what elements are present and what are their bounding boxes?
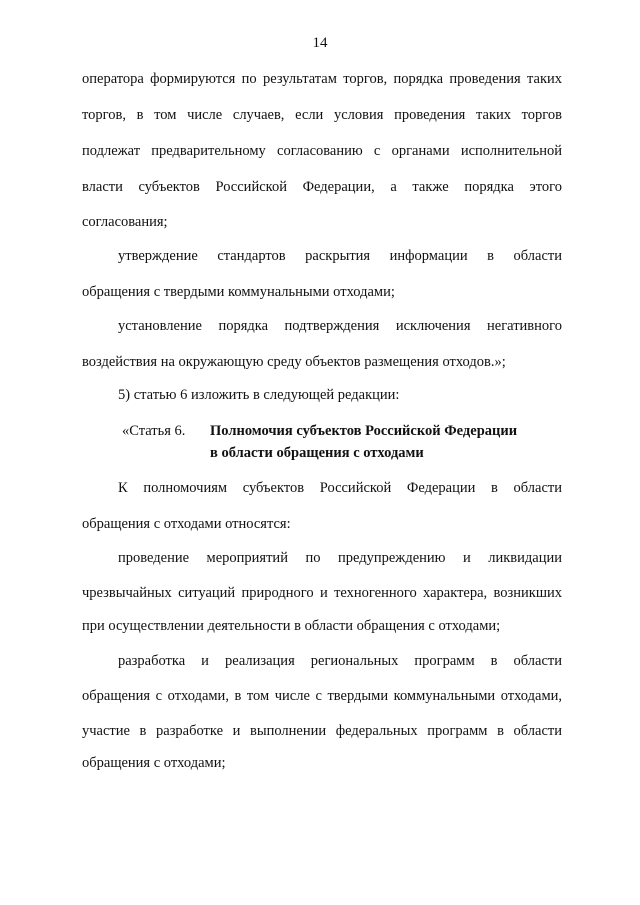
text-line: утверждение стандартов раскрытия информации в области	[118, 248, 562, 264]
text-line: власти субъектов Российской Федерации, а также порядка этого	[82, 179, 562, 195]
text-line: чрезвычайных ситуаций природного и техногенного характера, возникших	[82, 585, 562, 601]
text-line: обращения с твердыми коммунальными отходами;	[82, 284, 395, 300]
text-line: участие в разработке и выполнении федеральных программ в области	[82, 723, 562, 739]
article-title-line: Полномочия субъектов Российской Федерации	[210, 423, 518, 439]
text-line: обращения с отходами, в том числе с твердыми коммунальными отходами,	[82, 688, 562, 704]
text-line: проведение мероприятий по предупреждению и ликвидации	[118, 550, 562, 566]
text-line: установление порядка подтверждения исключения негативного	[118, 318, 562, 334]
text-line: при осуществлении деятельности в области обращения с отходами;	[82, 618, 501, 634]
page-number: 14	[312, 35, 328, 51]
text-line: оператора формируются по результатам торгов, порядка проведения таких	[82, 71, 562, 87]
text-line: разработка и реализация региональных программ в области	[118, 653, 562, 669]
text-line: торгов, в том числе случаев, если условия проведения таких торгов	[82, 107, 562, 123]
article-title	[210, 420, 517, 464]
text-line: К полномочиям субъектов Российской Федерации в области	[118, 480, 562, 496]
text-line: обращения с отходами;	[82, 755, 226, 771]
text-line: воздействия на окружающую среду объектов размещения отходов.»;	[82, 354, 506, 370]
text-line: 5) статью 6 изложить в следующей редакции:	[118, 387, 400, 403]
text-line: обращения с отходами относятся:	[82, 516, 291, 532]
article-label: «Статья 6.	[122, 423, 186, 439]
article-title-line: в области обращения с отходами	[210, 445, 424, 461]
text-line: подлежат предварительному согласованию с органами исполнительной	[82, 143, 562, 159]
text-line: согласования;	[82, 214, 168, 230]
